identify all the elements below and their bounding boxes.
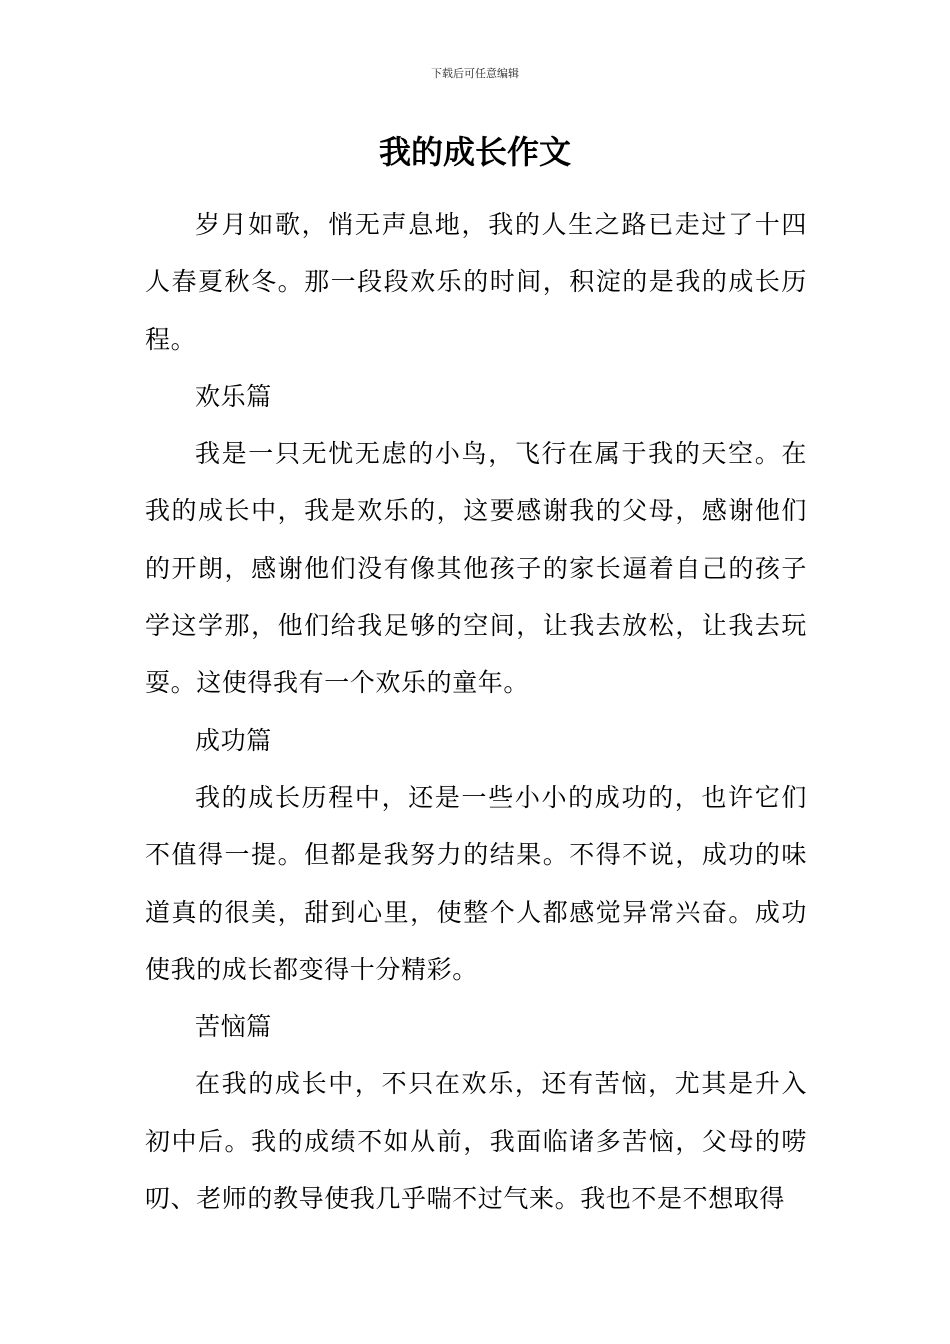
document-title: 我的成长作文 [378,133,571,171]
header-note: 下载后可任意编辑 [431,67,519,80]
section-heading-success: 成功篇 [195,725,272,755]
paragraph-success: 我的成长历程中，还是一些小小的成功的，也许它们不值得一提。但都是我努力的结果。不得不说，成功的味道真的很美，甜到心里，使整个人都感觉异常兴奋。成功使我的成长都变得十分精彩。 [145,782,807,984]
paragraph-trouble: 在我的成长中，不只在欢乐，还有苦恼，尤其是升入初中后。我的成绩不如从前，我面临诸多苦恼，父母的唠叨、老师的教导使我几乎喘不过气来。我也不是不想取得 [145,1069,807,1214]
document-body [145,196,807,1227]
section-heading-trouble: 苦恼篇 [195,1012,272,1042]
paragraph-joy: 我是一只无忧无虑的小鸟，飞行在属于我的天空。在我的成长中，我是欢乐的，这要感谢我的父母，感谢他们的开朗，感谢他们没有像其他孩子的家长逼着自己的孩子学这学那，他们给我足够的空间，让我去放松，让我去玩耍。这使得我有一个欢乐的童年。 [145,439,807,698]
paragraph-intro: 岁月如歌，悄无声息地，我的人生之路已走过了十四人春夏秋冬。那一段段欢乐的时间，积淀的是我的成长历程。 [145,210,807,354]
section-heading-joy: 欢乐篇 [195,381,272,411]
